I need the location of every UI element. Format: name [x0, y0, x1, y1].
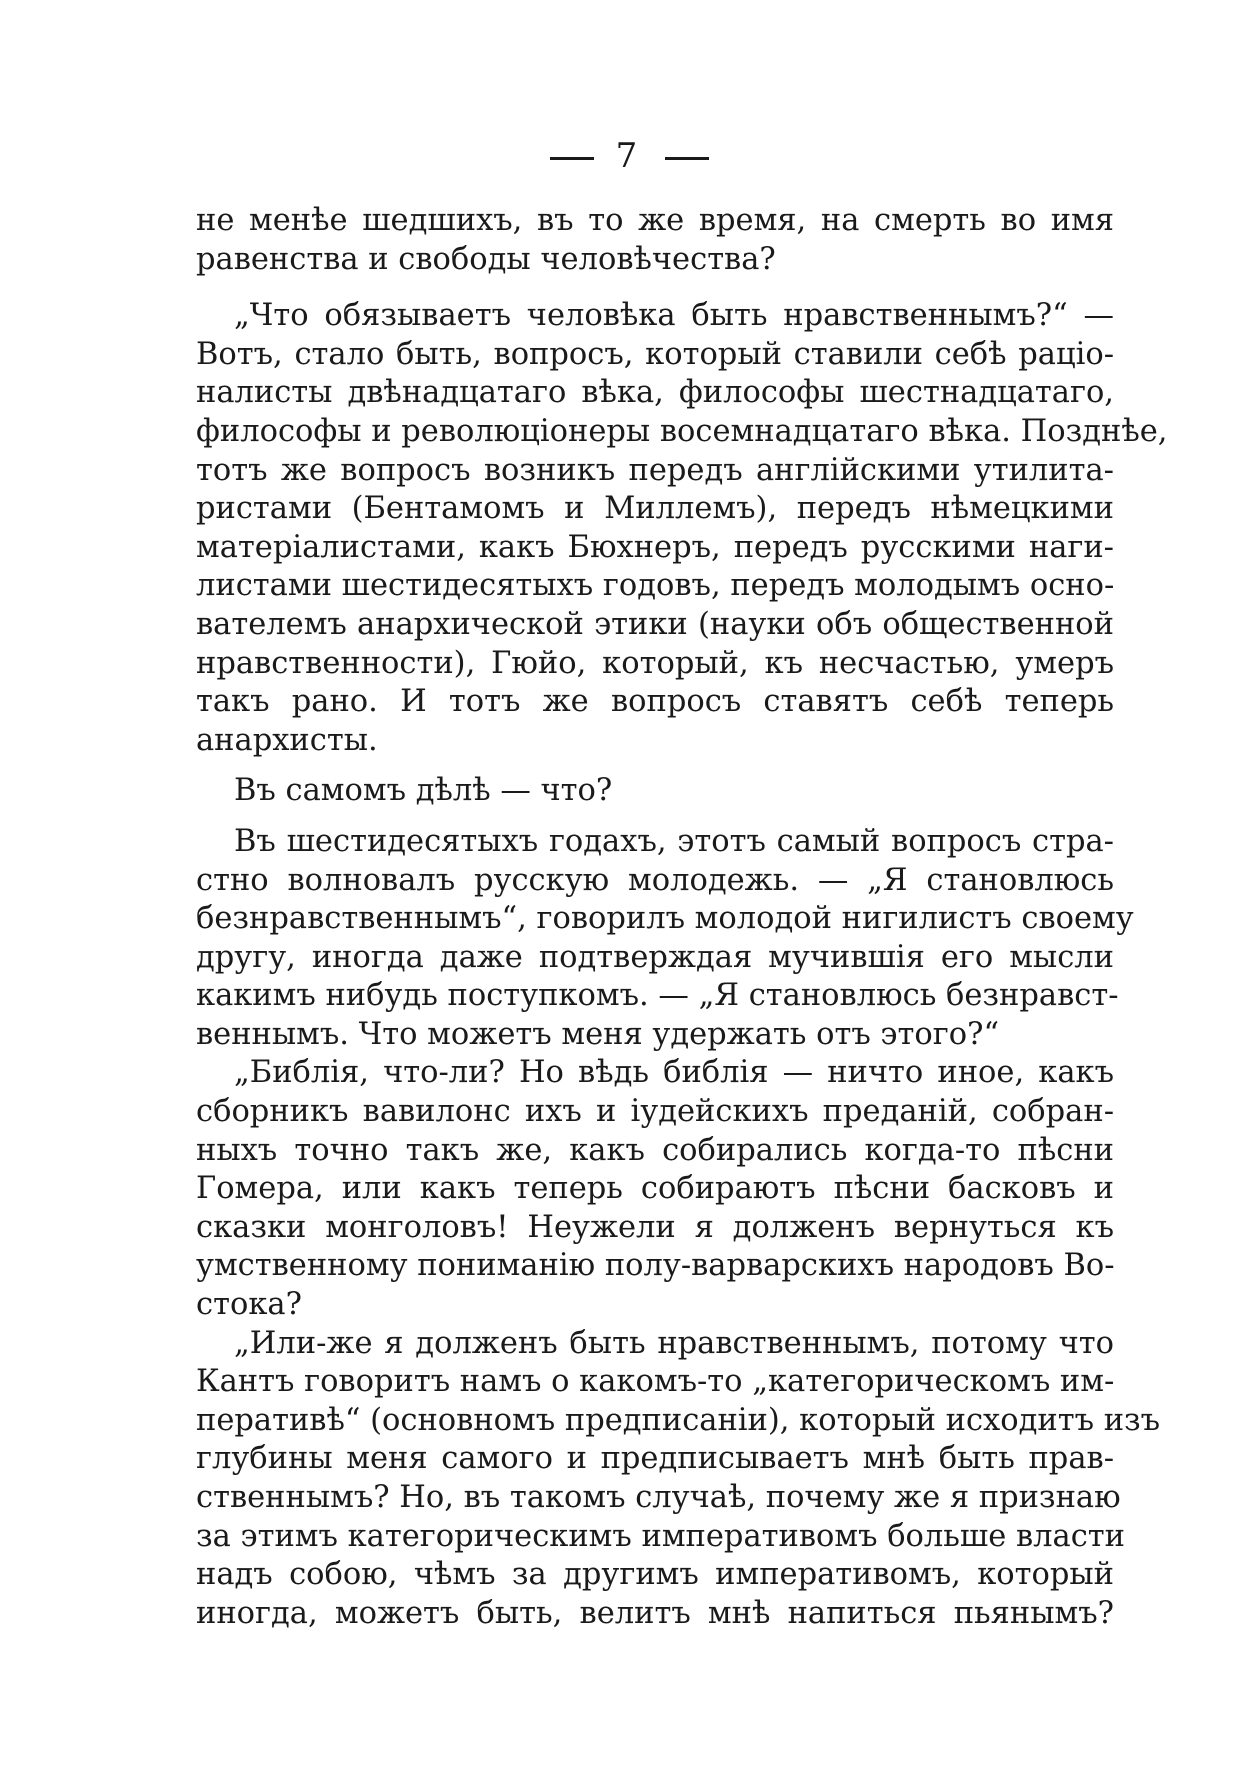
- text-line: веннымъ. Что можетъ меня удержать отъ этого?“: [196, 1016, 1000, 1052]
- text-line: сказки монголовъ! Неужели я долженъ вернуться къ: [196, 1209, 1114, 1245]
- right-dash: [665, 157, 709, 160]
- text-line: Гомера, или какъ теперь собираютъ пѣсни басковъ и: [196, 1171, 1114, 1207]
- text-line: вателемъ анархической этики (науки объ общественной: [196, 606, 1114, 642]
- page-number: [0, 136, 1259, 176]
- text-line: какимъ нибудь поступкомъ. — „Я становлюсь безнравст-: [196, 978, 1119, 1014]
- left-dash: [550, 157, 594, 160]
- text-line: глубины меня самого и предписываетъ мнѣ быть прав-: [196, 1441, 1114, 1477]
- text-line: надъ собою, чѣмъ за другимъ императивомъ, который: [196, 1557, 1114, 1593]
- text-line: умственному пониманію полу-варварскихъ народовъ Во-: [196, 1248, 1115, 1284]
- paragraph-4: [196, 823, 1134, 1055]
- text-line: ственнымъ? Но, въ такомъ случаѣ, почему же я признаю: [196, 1480, 1121, 1515]
- paragraph-6: [196, 1325, 1161, 1634]
- paragraph-5: [196, 1054, 1114, 1324]
- text-line: ныхъ точно такъ же, какъ собирались когда-то пѣсни: [196, 1132, 1114, 1168]
- text-line: „Или-же я долженъ быть нравственнымъ, потому что: [234, 1325, 1114, 1361]
- text-line: налисты двѣнадцатаго вѣка, философы шестнадцатаго,: [196, 375, 1114, 411]
- text-line: перативѣ“ (основномъ предписаніи), который исходитъ изъ: [196, 1402, 1161, 1438]
- text-line: иногда, можетъ быть, велитъ мнѣ напиться пьянымъ?: [196, 1595, 1114, 1631]
- text-line: такъ рано. И тотъ же вопросъ ставятъ себѣ теперь: [196, 684, 1114, 720]
- text-line: за этимъ категорическимъ императивомъ больше власти: [196, 1518, 1126, 1554]
- text-line: нравственности), Гюйо, который, къ несчастью, умеръ: [196, 645, 1114, 681]
- text-line: анархисты.: [196, 722, 378, 758]
- text-line: другу, иногда даже подтверждая мучившія его мысли: [196, 939, 1114, 975]
- paragraph-3: [196, 772, 1114, 811]
- text-line: Въ самомъ дѣлѣ — что?: [234, 773, 613, 809]
- text-line: стока?: [196, 1287, 302, 1323]
- text-line: листами шестидесятыхъ годовъ, передъ молодымъ осно-: [196, 568, 1115, 604]
- text-line: Кантъ говоритъ намъ о какомъ-то „категорическомъ им-: [196, 1364, 1115, 1400]
- text-line: философы и революціонеры восемнадцатаго вѣка. Позднѣе,: [196, 413, 1168, 449]
- page-number-value: 7: [615, 136, 644, 176]
- text-line: Вотъ, стало быть, вопросъ, который ставили себѣ раціо-: [196, 336, 1114, 372]
- text-line: сборникъ вавилонс ихъ и іудейскихъ преданій, собран-: [196, 1094, 1114, 1130]
- text-line: тотъ же вопросъ возникъ передъ англійскими утилита-: [196, 452, 1114, 488]
- text-line: „Библія, что-ли? Но вѣдь библія — ничто иное, какъ: [234, 1055, 1114, 1091]
- body-text: [196, 202, 1168, 1633]
- text-line: безнравственнымъ“, говорилъ молодой нигилистъ своему: [196, 901, 1134, 937]
- paragraph-1: [196, 202, 1114, 279]
- paragraph-2: [196, 297, 1168, 760]
- text-line: Въ шестидесятыхъ годахъ, этотъ самый вопросъ стра-: [234, 823, 1114, 859]
- text-line: ристами (Бентамомъ и Миллемъ), передъ нѣмецкими: [196, 491, 1114, 527]
- text-line: не менѣе шедшихъ, въ то же время, на смерть во имя: [196, 203, 1114, 238]
- text-line: стно волновалъ русскую молодежь. — „Я становлюсь: [196, 862, 1114, 898]
- text-line: „Что обязываетъ человѣка быть нравственнымъ?“ —: [234, 298, 1114, 334]
- text-line: равенства и свободы человѣчества?: [196, 241, 776, 277]
- text-line: матеріалистами, какъ Бюхнеръ, передъ русскими наги-: [196, 529, 1114, 565]
